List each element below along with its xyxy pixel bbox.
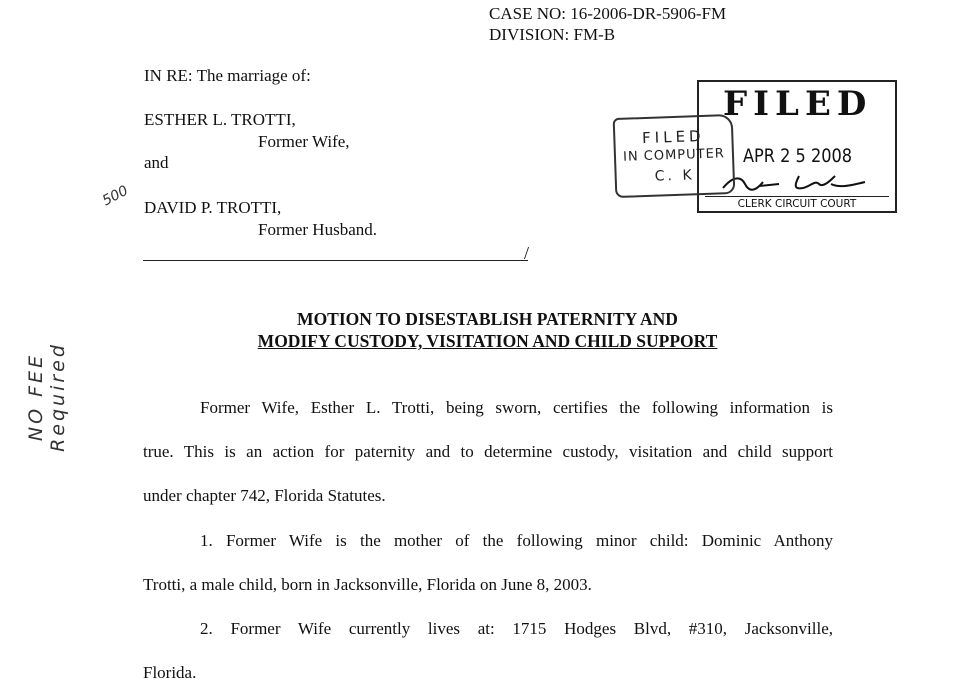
party1-name: ESTHER L. TROTTI, (144, 110, 296, 129)
in-re-line: IN RE: The marriage of: (144, 66, 311, 85)
case-number: CASE NO: 16-2006-DR-5906-FM (489, 4, 727, 23)
handwritten-margin-note: NO FEE Required (25, 342, 69, 452)
party2-role: Former Husband. (258, 220, 377, 239)
division: DIVISION: FM-B (489, 25, 616, 44)
clerk-line (705, 196, 889, 197)
paragraph-1-line1: 1. Former Wife is the mother of the following minor child: Dominic Anthony (200, 531, 833, 550)
motion-title-line1: MOTION TO DISESTABLISH PATERNITY AND (297, 309, 678, 329)
caption-line-end: / (524, 243, 530, 263)
computer-stamp-line2: IN COMPUTER (622, 146, 726, 165)
paragraph-intro-line1: Former Wife, Esther L. Trotti, being sworn, certifies the following information is (200, 398, 833, 417)
filed-stamp-word: FILED (723, 84, 873, 124)
paragraph-intro-line3: under chapter 742, Florida Statutes. (143, 486, 386, 505)
party1-role: Former Wife, (258, 132, 350, 151)
paragraph-1-line2: Trotti, a male child, born in Jacksonville, Florida on June 8, 2003. (143, 575, 592, 594)
party2-name: DAVID P. TROTTI, (144, 198, 282, 217)
caption-divider-line (143, 260, 528, 261)
paragraph-2-line2: Florida. (143, 663, 197, 682)
paragraph-2-line1: 2. Former Wife currently lives at: 1715 Hodges Blvd, #310, Jacksonville, (200, 619, 833, 638)
computer-stamp-line3: C. K (654, 167, 695, 185)
filed-in-computer-stamp (613, 114, 736, 198)
paragraph-intro-line2: true. This is an action for paternity and to determine custody, visitation and child support (143, 442, 833, 461)
and-word: and (144, 153, 169, 172)
motion-title-line2-text: MODIFY CUSTODY, VISITATION AND CHILD SUPPORT (257, 331, 718, 351)
computer-stamp-line1: FILED (641, 126, 705, 148)
handwritten-500-note: 500 (99, 182, 131, 210)
clerk-circuit-court: CLERK CIRCUIT COURT (737, 198, 857, 210)
clerk-signature-icon (719, 170, 869, 196)
motion-title-line2 (0, 331, 975, 352)
filed-stamp-date: APR 2 5 2008 (743, 145, 853, 167)
